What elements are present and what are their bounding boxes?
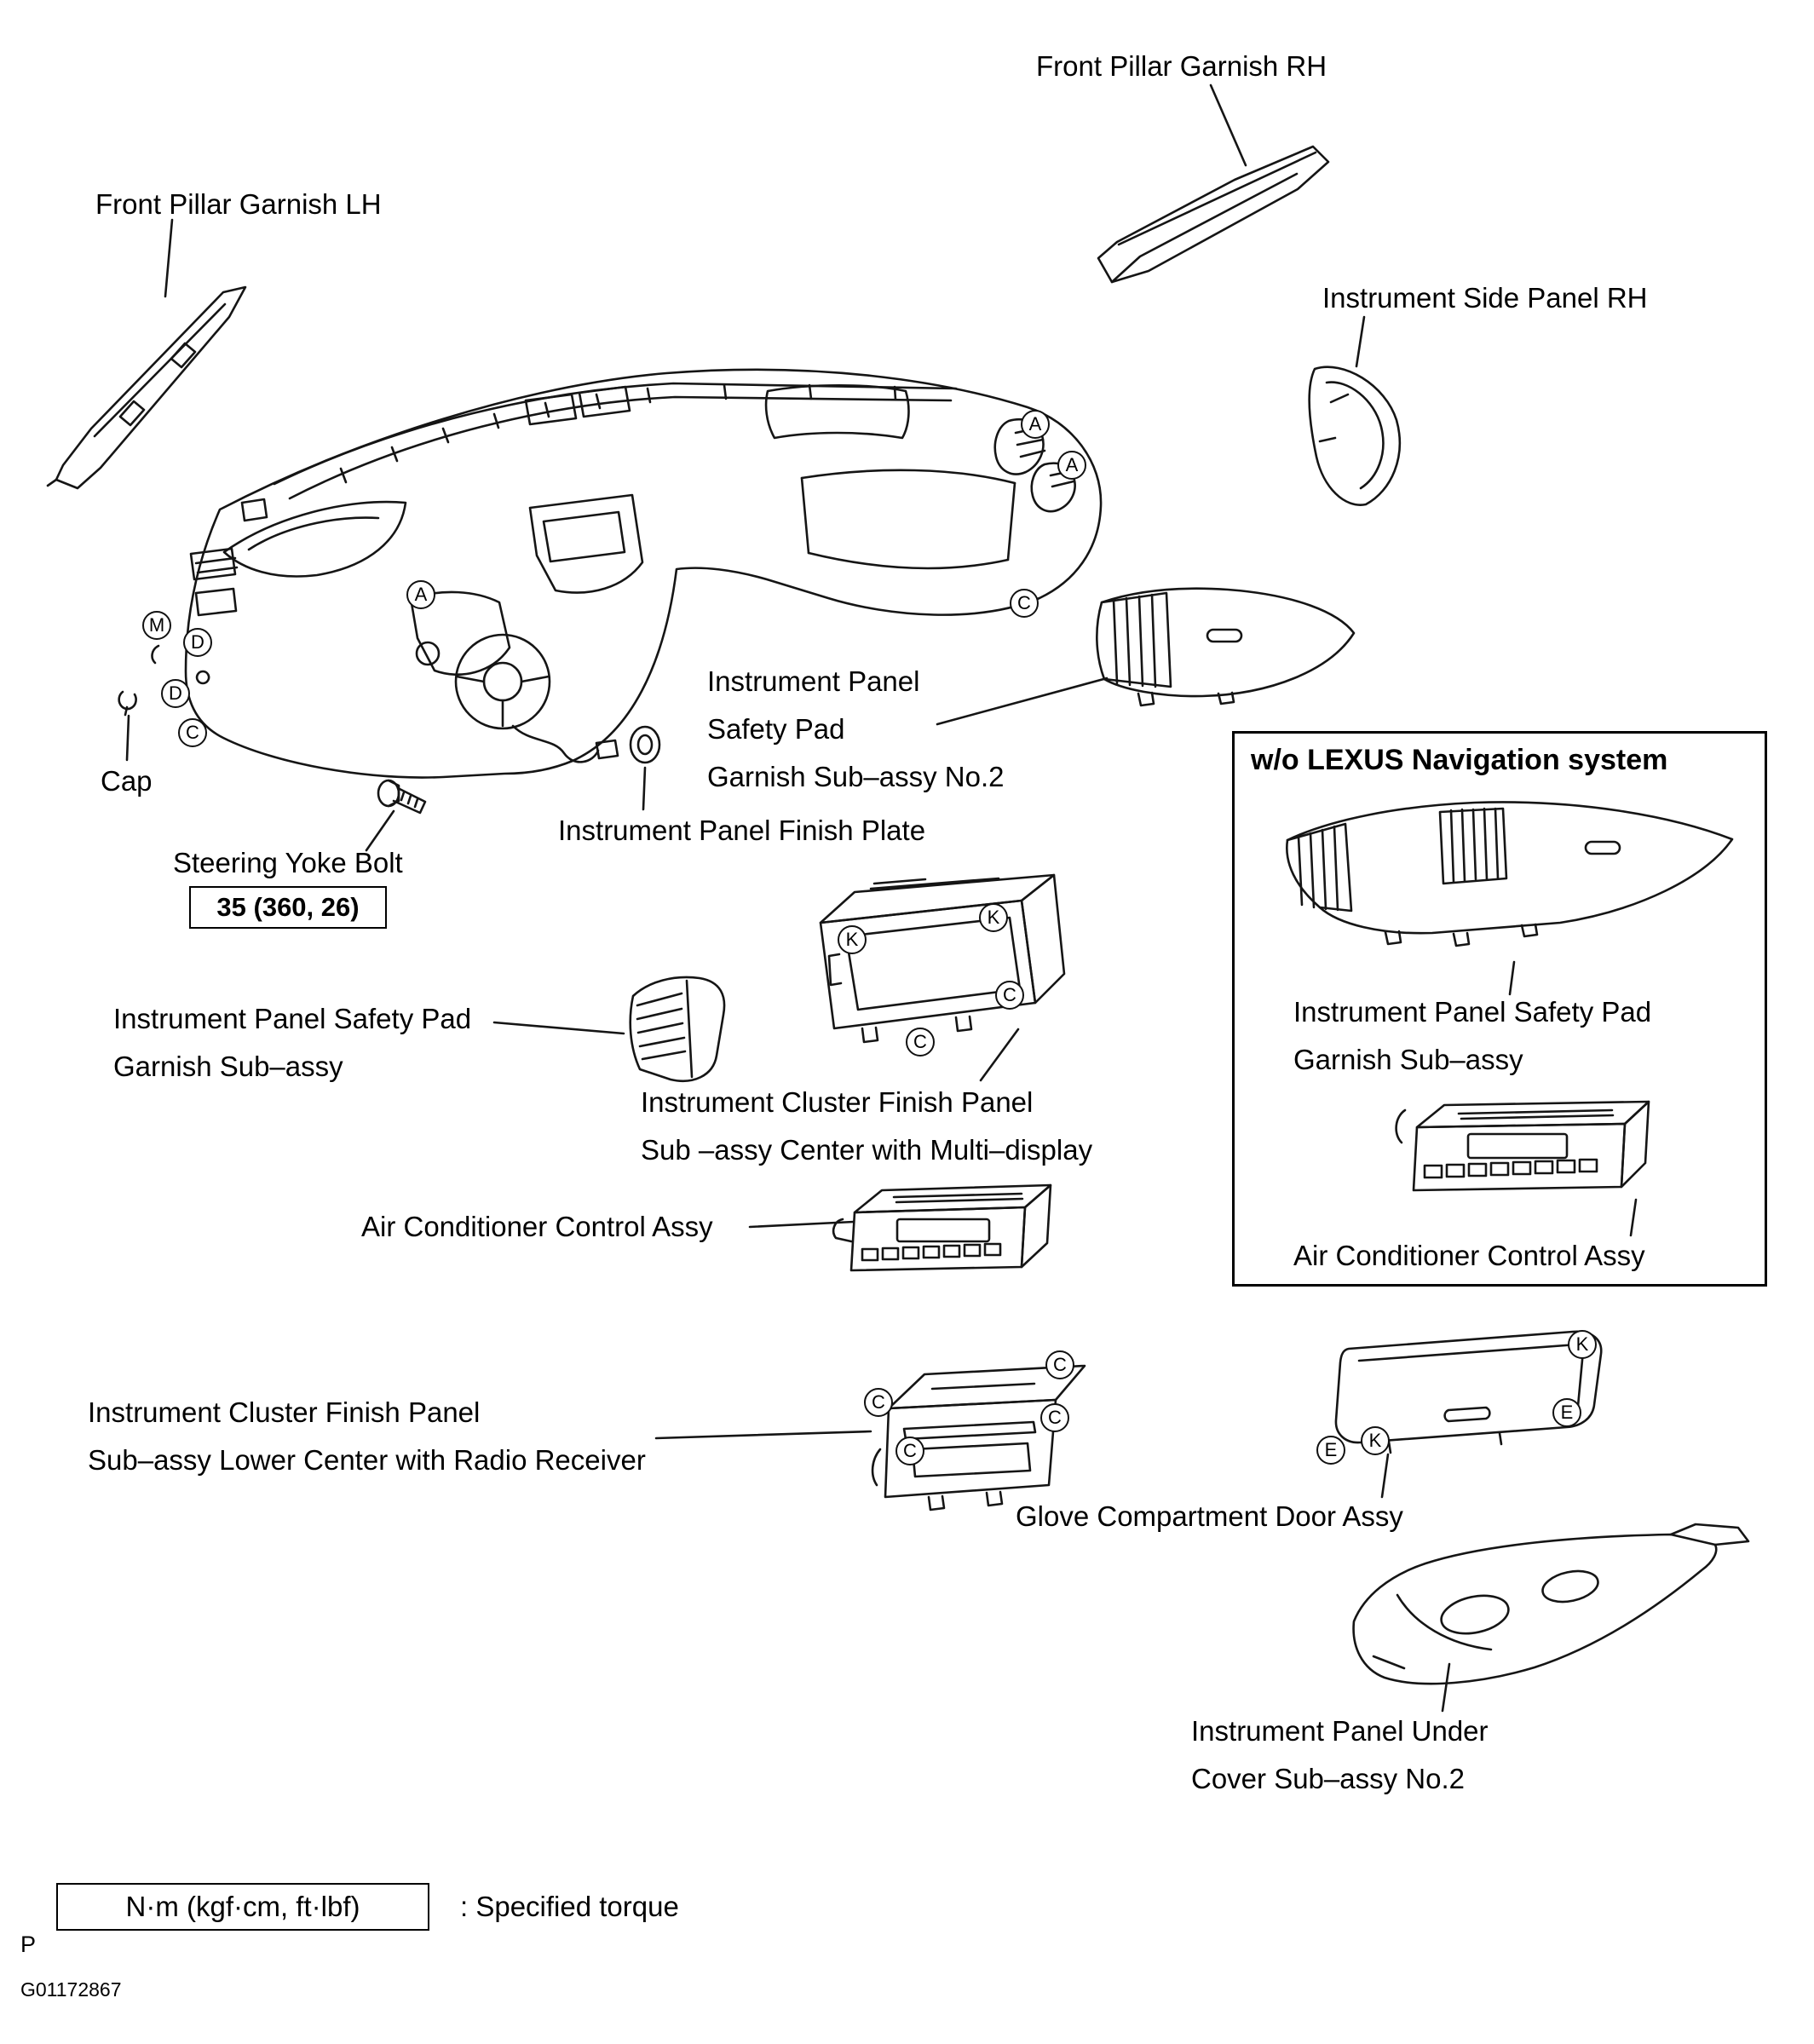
under-cover-no2-art [1354, 1524, 1748, 1684]
label-line: Garnish Sub–assy [113, 1051, 343, 1082]
callout-marker: A [1057, 451, 1086, 480]
callout-marker: C [906, 1028, 935, 1057]
callout-marker: C [895, 1437, 924, 1465]
callout-marker: A [406, 580, 435, 609]
callout-marker: K [1568, 1330, 1597, 1359]
label-cluster-finish-lower [88, 1389, 646, 1484]
label-line: Instrument Panel Under [1191, 1715, 1489, 1747]
label-nav-ac-control: Air Conditioner Control Assy [1293, 1240, 1645, 1271]
callout-marker: C [178, 718, 207, 747]
label-line: Instrument Cluster Finish Panel [641, 1086, 1034, 1118]
front-pillar-garnish-rh-art [1098, 147, 1328, 282]
ip-finish-plate-art [631, 727, 659, 763]
ip-safety-pad-garnish-no2-art [1097, 589, 1354, 705]
torque-value: 35 (360, 26) [216, 892, 360, 922]
callout-marker: D [161, 679, 190, 708]
callout-marker: M [142, 611, 171, 640]
label-line: Garnish Sub–assy [1293, 1044, 1523, 1075]
callout-marker: C [864, 1388, 893, 1417]
cluster-finish-center-art [821, 875, 1064, 1042]
label-ip-safety-pad-garnish [113, 995, 471, 1091]
callout-marker: E [1552, 1398, 1581, 1427]
callout-marker: E [1316, 1436, 1345, 1465]
label-line: Garnish Sub–assy No.2 [707, 761, 1005, 792]
callout-marker: A [1021, 410, 1050, 439]
label-instrument-side-panel-rh: Instrument Side Panel RH [1322, 282, 1648, 314]
label-line: Sub–assy Lower Center with Radio Receiver [88, 1444, 646, 1476]
label-line: Cover Sub–assy No.2 [1191, 1763, 1465, 1794]
front-pillar-garnish-lh-art [48, 287, 245, 488]
label-front-pillar-garnish-lh: Front Pillar Garnish LH [95, 188, 382, 220]
steering-yoke-bolt-torque-box [189, 886, 387, 929]
without-navigation-system-title: w/o LEXUS Navigation system [1251, 744, 1668, 776]
callout-marker: K [979, 903, 1008, 932]
cap-art [119, 692, 136, 715]
ac-control-art [833, 1185, 1051, 1270]
torque-legend-caption: : Specified torque [460, 1891, 679, 1922]
torque-legend-units: N·m (kgf·cm, ft·lbf) [125, 1891, 360, 1922]
steering-yoke-bolt-art [378, 780, 425, 813]
label-cluster-finish-center [641, 1079, 1092, 1174]
instrument-side-panel-rh-art [1310, 367, 1400, 505]
label-line: Instrument Panel [707, 665, 920, 697]
label-line: Safety Pad [707, 713, 845, 745]
ip-safety-pad-garnish-art [631, 977, 724, 1081]
label-line: Instrument Panel Safety Pad [1293, 996, 1652, 1028]
callout-marker: K [1361, 1426, 1390, 1455]
label-glove-door: Glove Compartment Door Assy [1016, 1500, 1403, 1532]
page-marker: P [20, 1932, 37, 1957]
callout-marker: K [838, 925, 867, 954]
torque-legend-box [56, 1883, 429, 1931]
label-cap: Cap [101, 765, 153, 797]
label-steering-yoke-bolt: Steering Yoke Bolt [173, 847, 403, 878]
figure-id: G01172867 [20, 1978, 122, 2001]
label-line: Instrument Panel Safety Pad [113, 1003, 472, 1034]
callout-marker: C [995, 981, 1024, 1010]
label-front-pillar-garnish-rh: Front Pillar Garnish RH [1036, 50, 1327, 82]
label-nav-safety-pad-garnish [1293, 988, 1651, 1084]
callout-marker: D [183, 628, 212, 657]
label-line: Sub –assy Center with Multi–display [641, 1134, 1093, 1166]
callout-marker: C [1010, 589, 1039, 618]
label-ip-safety-pad-garnish-no2 [707, 658, 1005, 801]
label-ac-control: Air Conditioner Control Assy [361, 1211, 713, 1242]
label-under-cover-no2 [1191, 1707, 1489, 1803]
callout-marker: C [1040, 1403, 1069, 1432]
callout-marker: C [1045, 1350, 1074, 1379]
label-line: Instrument Cluster Finish Panel [88, 1396, 481, 1428]
label-ip-finish-plate: Instrument Panel Finish Plate [558, 815, 926, 846]
